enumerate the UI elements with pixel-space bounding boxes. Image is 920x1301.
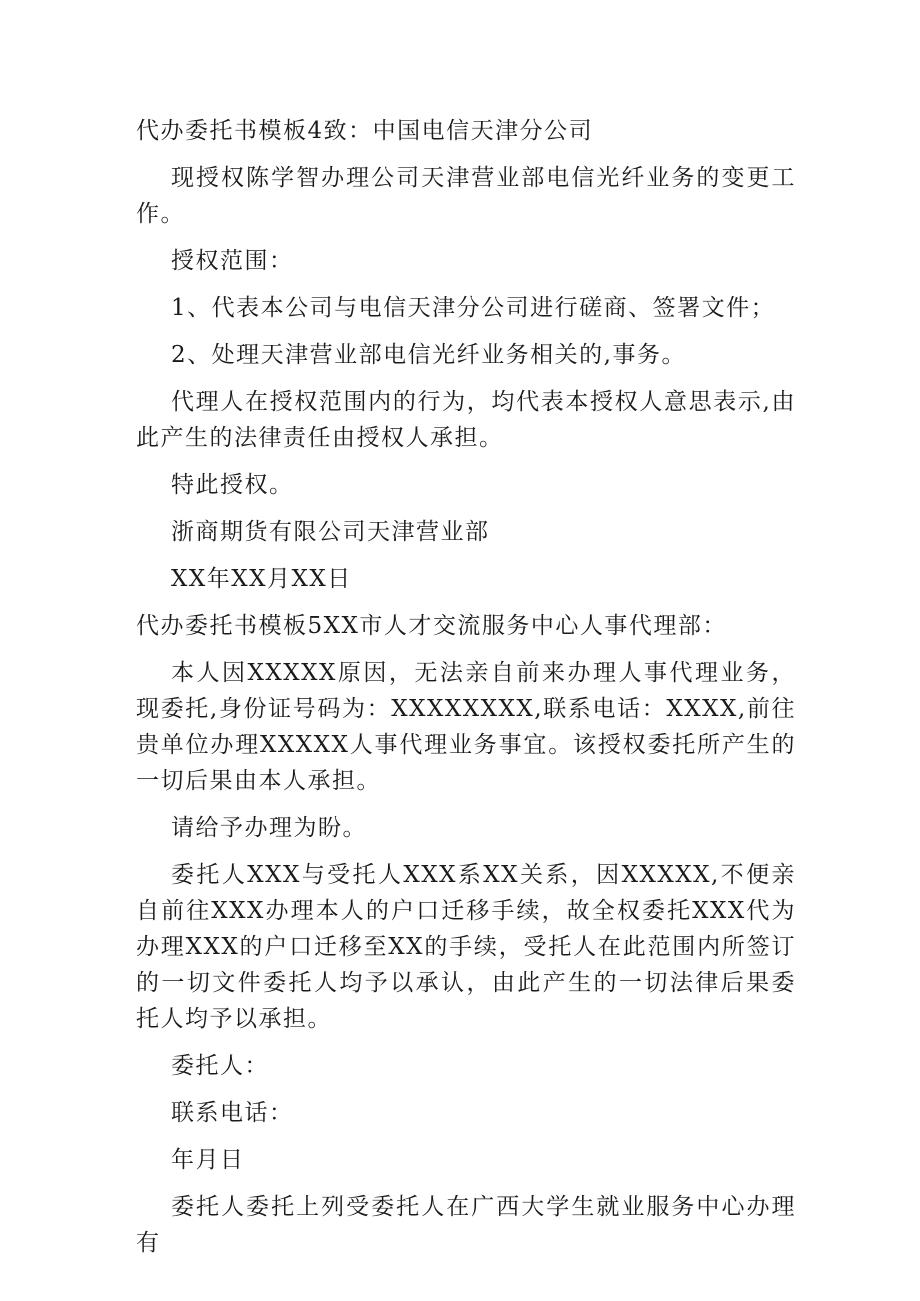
household-transfer-paragraph: 委托人XXX与受托人XXX系XX关系，因XXXXX,不便亲自前往XXX办理本人的户口迁移手续，故全权委托XXX代为办理XXX的户口迁移至XX的手续，受托人在此范围内所签订的一切文件委托人均予以承认，由此产生的一切法律后果委托人均予以承担。 (136, 862, 796, 1032)
university-employment-paragraph: 委托人委托上列受委托人在广西大学生就业服务中心办理有 (136, 1194, 796, 1256)
authorization-statement: 现授权陈学智办理公司天津营业部电信光纤业务的变更工作。 (136, 165, 796, 227)
template5-heading: 代办委托书模板5XX市人才交流服务中心人事代理部： (136, 613, 727, 639)
principal-signature-label: 委托人： (171, 1053, 269, 1079)
authorization-scope-label: 授权范围： (171, 248, 294, 274)
date-label: 年月日 (171, 1147, 245, 1173)
document-body (136, 113, 796, 1272)
request-closing-line: 请给予办理为盼。 (171, 815, 367, 841)
contact-phone-label: 联系电话： (171, 1100, 294, 1126)
scope-item-2: 2、处理天津营业部电信光纤业务相关的,事务。 (171, 342, 686, 368)
hereby-authorize-line: 特此授权。 (171, 472, 294, 498)
agent-liability-paragraph: 代理人在授权范围内的行为，均代表本授权人意思表示,由此产生的法律责任由授权人承担。 (136, 389, 796, 451)
signature-date: XX年XX月XX日 (171, 566, 352, 592)
template4-heading: 代办委托书模板4致：中国电信天津分公司 (136, 118, 594, 144)
company-signature: 浙商期货有限公司天津营业部 (171, 519, 490, 545)
personnel-agency-request: 本人因XXXXX原因，无法亲自前来办理人事代理业务，现委托,身份证号码为：XXXXXXXX,联系电话：XXXX,前往贵单位办理XXXXX人事代理业务事宜。该授权委托所产生的一切后果由本人承担。 (136, 660, 796, 794)
scope-item-1: 1、代表本公司与电信天津分公司进行磋商、签署文件； (171, 295, 776, 321)
